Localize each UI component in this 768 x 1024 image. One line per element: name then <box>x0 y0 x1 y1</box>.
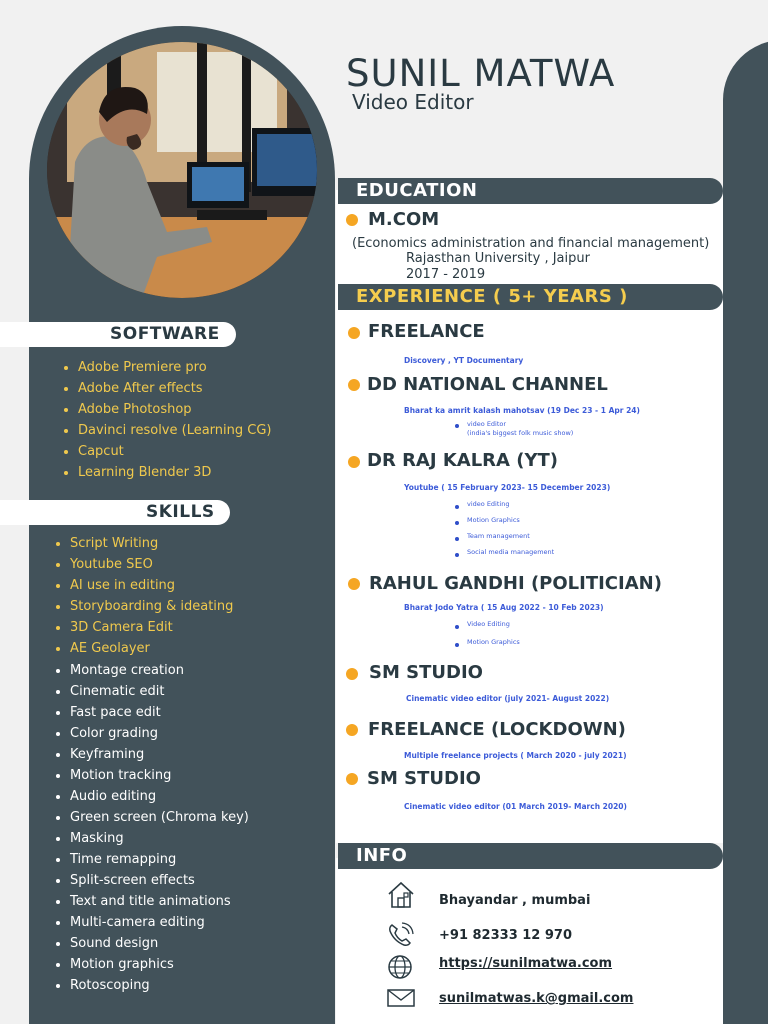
skills-list <box>70 660 249 996</box>
skill-item: AE Geolayer <box>70 641 150 656</box>
experience-heading: SM STUDIO <box>369 662 483 683</box>
software-item: Adobe Photoshop <box>78 402 192 417</box>
skill-item: Time remapping <box>70 852 177 867</box>
bullet-dot <box>64 408 68 412</box>
skill-item: Script Writing <box>70 536 159 551</box>
skill-item: AI use in editing <box>70 578 176 593</box>
bullet-dot <box>64 429 68 433</box>
experience-bullet-item: video Editing <box>467 500 510 508</box>
house-icon <box>386 880 416 910</box>
software-item: Adobe Premiere pro <box>78 360 207 375</box>
experience-detail: Cinematic video editor (01 March 2019- March 2020) <box>404 802 627 811</box>
list-item <box>70 744 249 765</box>
list-item <box>78 441 272 462</box>
list-item <box>70 933 249 954</box>
bullet-dot <box>56 542 60 546</box>
list-item <box>78 357 272 378</box>
bullet-dot <box>56 774 60 778</box>
person-name: SUNIL MATWA <box>346 52 616 95</box>
bullet-dot <box>56 753 60 757</box>
experience-bullet <box>346 668 358 680</box>
profile-photo <box>47 42 317 298</box>
bullet-dot <box>56 963 60 967</box>
list-item <box>70 954 249 975</box>
info-title: INFO <box>356 845 408 866</box>
skills-title: SKILLS <box>146 502 215 522</box>
email-link[interactable]: sunilmatwas.k@gmail.com <box>439 991 634 1006</box>
experience-bullet-item: Team management <box>467 532 530 540</box>
skill-item: Montage creation <box>70 663 184 678</box>
software-item: Capcut <box>78 444 124 459</box>
skill-item: Multi-camera editing <box>70 915 205 930</box>
skill-item: 3D Camera Edit <box>70 620 173 635</box>
bullet-dot <box>56 732 60 736</box>
sub-bullet <box>455 424 459 428</box>
list-item <box>78 399 272 420</box>
software-item: Learning Blender 3D <box>78 465 212 480</box>
list-item <box>70 638 233 659</box>
experience-heading: DD NATIONAL CHANNEL <box>367 374 608 395</box>
list-item <box>70 596 233 617</box>
skill-item: Youtube SEO <box>70 557 153 572</box>
bullet-dot <box>56 563 60 567</box>
list-item <box>70 891 249 912</box>
phone-text: +91 82333 12 970 <box>439 928 573 943</box>
software-list <box>78 357 272 483</box>
experience-detail: Youtube ( 15 February 2023- 15 December 2023) <box>404 483 611 492</box>
skill-item: Keyframing <box>70 747 145 762</box>
experience-detail: Cinematic video editor (july 2021- August 2022) <box>406 694 610 703</box>
experience-bullet-item: Video Editing <box>467 620 510 628</box>
list-item <box>70 702 249 723</box>
list-item <box>70 912 249 933</box>
sub-bullet <box>455 553 459 557</box>
skills-highlighted-list <box>70 533 233 659</box>
experience-heading: RAHUL GANDHI (POLITICIAN) <box>369 573 662 594</box>
sub-bullet <box>455 643 459 647</box>
experience-bullet-item: Motion Graphics <box>467 638 520 646</box>
experience-bullet-item: Motion Graphics <box>467 516 520 524</box>
skill-item: Fast pace edit <box>70 705 161 720</box>
sub-bullet <box>455 537 459 541</box>
skill-item: Motion tracking <box>70 768 172 783</box>
list-item <box>70 533 233 554</box>
list-item <box>70 870 249 891</box>
skill-item: Green screen (Chroma key) <box>70 810 249 825</box>
skill-item: Cinematic edit <box>70 684 165 699</box>
experience-sub: video Editor <box>467 420 507 428</box>
education-header <box>338 178 723 204</box>
bullet-dot <box>56 984 60 988</box>
experience-bullet <box>346 724 358 736</box>
sub-bullet <box>455 625 459 629</box>
experience-bullet <box>348 379 360 391</box>
experience-bullet-item: Social media management <box>467 548 555 556</box>
experience-sub: (india's biggest folk music show) <box>467 429 574 437</box>
list-item <box>70 807 249 828</box>
education-university: Rajasthan University , Jaipur <box>406 251 590 266</box>
list-item <box>78 420 272 441</box>
bullet-dot <box>56 690 60 694</box>
experience-detail: Bharat ka amrit kalash mahotsav (19 Dec 23 - 1 Apr 24) <box>404 406 640 415</box>
experience-bullet <box>348 327 360 339</box>
bullet-dot <box>56 816 60 820</box>
experience-bullet <box>348 456 360 468</box>
website-link[interactable]: https://sunilmatwa.com <box>439 956 613 971</box>
skill-item: Color grading <box>70 726 158 741</box>
experience-detail: Bharat Jodo Yatra ( 15 Aug 2022 - 10 Feb 2023) <box>404 603 604 612</box>
list-item <box>78 462 272 483</box>
list-item <box>70 828 249 849</box>
right-decor-strip <box>723 40 768 1024</box>
skill-item: Text and title animations <box>70 894 231 909</box>
bullet-dot <box>56 584 60 588</box>
bullet-dot <box>56 921 60 925</box>
job-title: Video Editor <box>352 90 474 114</box>
experience-bullet <box>346 773 358 785</box>
skill-item: Sound design <box>70 936 159 951</box>
skill-item: Rotoscoping <box>70 978 150 993</box>
education-bullet <box>346 214 358 226</box>
bullet-dot <box>64 450 68 454</box>
location-text: Bhayandar , mumbai <box>439 893 591 908</box>
skill-item: Motion graphics <box>70 957 174 972</box>
experience-heading: FREELANCE <box>368 321 485 342</box>
bullet-dot <box>56 942 60 946</box>
education-title: EDUCATION <box>356 180 478 201</box>
bullet-dot <box>64 387 68 391</box>
list-item <box>70 660 249 681</box>
list-item <box>70 849 249 870</box>
experience-detail: Discovery , YT Documentary <box>404 356 524 365</box>
experience-title: EXPERIENCE ( 5+ YEARS ) <box>356 286 628 307</box>
education-degree: M.COM <box>368 209 440 230</box>
list-item <box>70 786 249 807</box>
list-item <box>70 554 233 575</box>
sub-bullet <box>455 505 459 509</box>
envelope-icon <box>386 988 416 1008</box>
experience-heading: DR RAJ KALRA (YT) <box>367 450 558 471</box>
sub-bullet <box>455 521 459 525</box>
education-field: (Economics administration and financial management) <box>352 236 710 251</box>
experience-detail: Multiple freelance projects ( March 2020 - july 2021) <box>404 751 627 760</box>
bullet-dot <box>56 858 60 862</box>
bullet-dot <box>64 366 68 370</box>
bullet-dot <box>56 626 60 630</box>
experience-heading: SM STUDIO <box>367 768 481 789</box>
skills-header <box>0 500 230 525</box>
bullet-dot <box>56 879 60 883</box>
bullet-dot <box>56 647 60 651</box>
skill-item: Audio editing <box>70 789 157 804</box>
bullet-dot <box>56 900 60 904</box>
bullet-dot <box>56 795 60 799</box>
education-years: 2017 - 2019 <box>406 267 486 282</box>
info-header <box>338 843 723 869</box>
bullet-dot <box>64 471 68 475</box>
software-header <box>0 322 236 347</box>
bullet-dot <box>56 711 60 715</box>
list-item <box>70 975 249 996</box>
globe-icon <box>386 953 414 981</box>
list-item <box>70 723 249 744</box>
skill-item: Storyboarding & ideating <box>70 599 234 614</box>
list-item <box>70 681 249 702</box>
skill-item: Split-screen effects <box>70 873 195 888</box>
list-item <box>78 378 272 399</box>
bullet-dot <box>56 669 60 673</box>
list-item <box>70 765 249 786</box>
bullet-dot <box>56 837 60 841</box>
software-item: Adobe After effects <box>78 381 203 396</box>
software-item: Davinci resolve (Learning CG) <box>78 423 272 438</box>
list-item <box>70 575 233 596</box>
skill-item: Masking <box>70 831 124 846</box>
experience-heading: FREELANCE (LOCKDOWN) <box>368 719 626 740</box>
experience-header <box>338 284 723 310</box>
phone-icon <box>386 921 416 949</box>
bullet-dot <box>56 605 60 609</box>
list-item <box>70 617 233 638</box>
software-title: SOFTWARE <box>110 324 220 344</box>
experience-bullet <box>348 578 360 590</box>
